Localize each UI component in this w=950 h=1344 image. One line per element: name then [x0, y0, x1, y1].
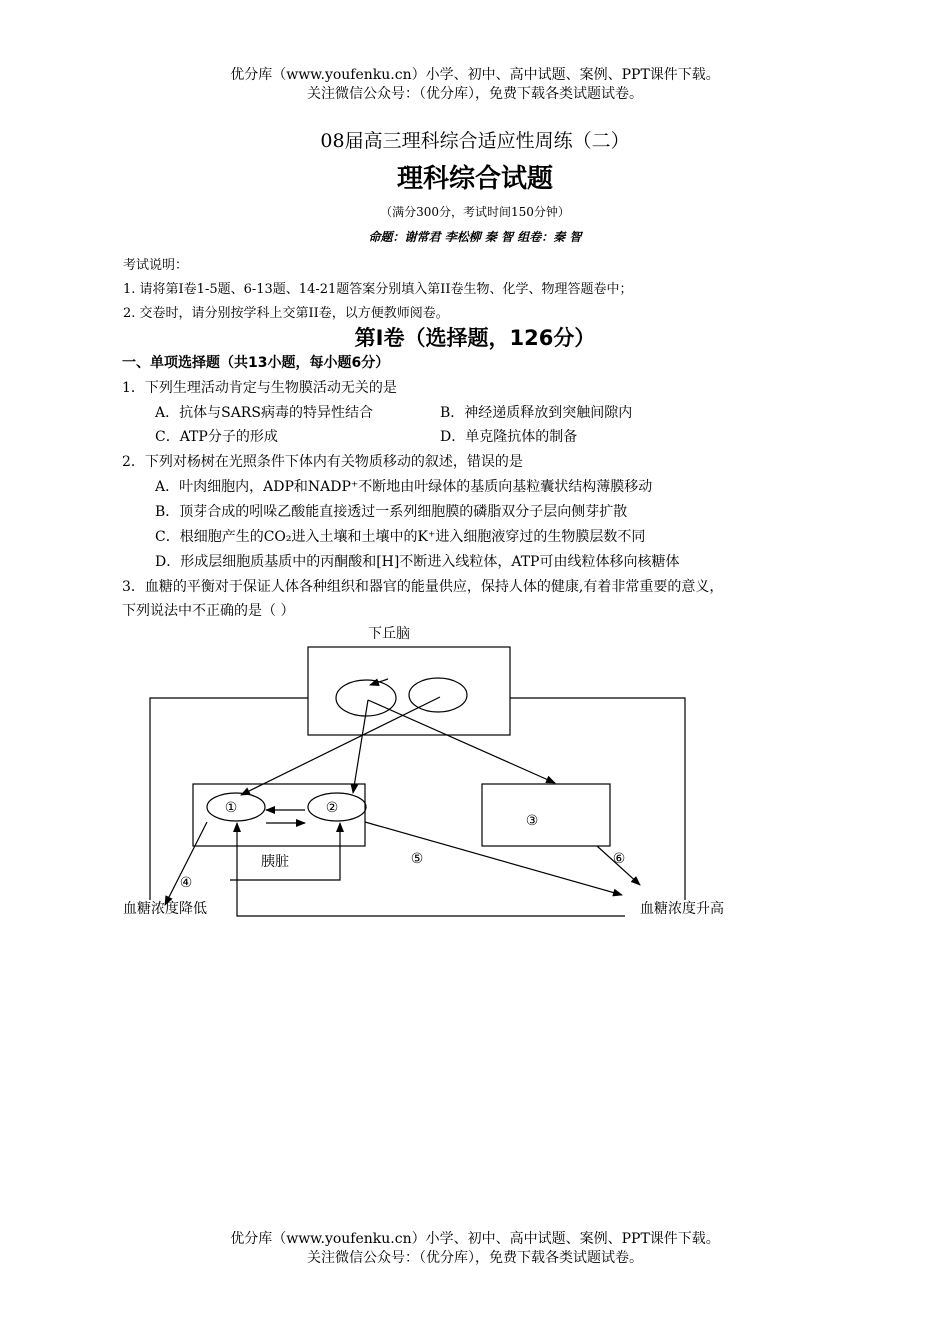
- question-2-option-b: B．顶芽合成的吲哚乙酸能直接透过一系列细胞膜的磷脂双分子层向侧芽扩散: [155, 504, 628, 520]
- header-line-2: 关注微信公众号：（优分库），免费下载各类试题试卷。: [307, 86, 643, 102]
- right-loop-line: [510, 698, 685, 900]
- label-n2: ②: [325, 800, 339, 816]
- label-pancreas: 胰脏: [261, 854, 289, 870]
- label-n1: ①: [224, 800, 238, 816]
- section-title: 第I卷（选择题，126分）: [354, 326, 596, 350]
- question-2-option-c: C．根细胞产生的CO₂进入土壤和土壤中的K⁺进入细胞液穿过的生物膜层数不同: [155, 529, 646, 545]
- exam-subtitle: 08届高三理科综合适应性周练（二）: [320, 130, 630, 152]
- arrow-hypo-to-cell2: [353, 700, 368, 793]
- part-title: 一、单项选择题（共13小题，每小题6分）: [122, 355, 390, 371]
- question-1-option-d: D．单克隆抗体的制备: [440, 429, 578, 445]
- label-n4: ④: [179, 875, 193, 891]
- label-n3: ③: [525, 813, 539, 829]
- label-hypothalamus: 下丘脑: [368, 626, 410, 642]
- arrow-high-to-cell1: [237, 823, 625, 916]
- label-high-glucose: 血糖浓度升高: [640, 901, 724, 917]
- instruction-item-1: 1. 请将第I卷1-5题、6-13题、14-21题答案分别填入第II卷生物、化学、物理答题卷中；: [123, 282, 633, 297]
- arrow-5-to-high: [365, 822, 622, 895]
- question-3-stem-line-2: 下列说法中不正确的是（ ）: [122, 603, 295, 619]
- label-n6: ⑥: [612, 851, 626, 867]
- organ-box-3: [482, 784, 610, 846]
- question-1-option-b: B．神经递质释放到突触间隙内: [440, 405, 633, 421]
- arrow-hypo-to-cell1: [241, 697, 440, 795]
- arrow-low-to-cell2: [230, 823, 340, 880]
- question-2-option-a: A．叶肉细胞内，ADP和NADP⁺不断地由叶绿体的基质向基粒囊状结构薄膜移动: [155, 479, 653, 495]
- header-line-1: 优分库（www.youfenku.cn）小学、初中、高中试题、案例、PPT课件下载。: [230, 67, 720, 83]
- instruction-item-2: 2. 交卷时，请分别按学科上交第II卷，以方便教师阅卷。: [123, 306, 449, 321]
- instructions-heading: 考试说明：: [123, 258, 189, 273]
- label-n5: ⑤: [410, 851, 424, 867]
- footer-line-2: 关注微信公众号：（优分库），免费下载各类试题试卷。: [307, 1250, 643, 1266]
- question-1-stem: 1．下列生理活动肯定与生物膜活动无关的是: [122, 380, 397, 396]
- question-2-stem: 2．下列对杨树在光照条件下体内有关物质移动的叙述，错误的是: [122, 454, 523, 470]
- authors-line: 命题：谢常君 李松柳 秦 智 组卷：秦 智: [368, 230, 582, 244]
- question-1-option-a: A．抗体与SARS病毒的特异性结合: [155, 405, 373, 421]
- question-3-stem-line-1: 3．血糖的平衡对于保证人体各种组织和器官的能量供应，保持人体的健康,有着非常重要的意义，: [122, 579, 724, 595]
- question-1-option-c: C．ATP分子的形成: [155, 429, 278, 445]
- hypothalamus-center-right: [409, 678, 467, 712]
- arrow-hypo-to-box3: [368, 700, 555, 783]
- score-time: （满分300分，考试时间150分钟）: [380, 205, 570, 219]
- exam-title: 理科综合试题: [396, 164, 553, 194]
- arrow-4-to-low: [165, 822, 207, 905]
- label-low-glucose: 血糖浓度降低: [123, 901, 207, 917]
- footer-line-1: 优分库（www.youfenku.cn）小学、初中、高中试题、案例、PPT课件下载。: [230, 1231, 720, 1247]
- question-2-option-d: D．形成层细胞质基质中的丙酮酸和[H]不断进入线粒体，ATP可由线粒体移向核糖体: [155, 554, 680, 570]
